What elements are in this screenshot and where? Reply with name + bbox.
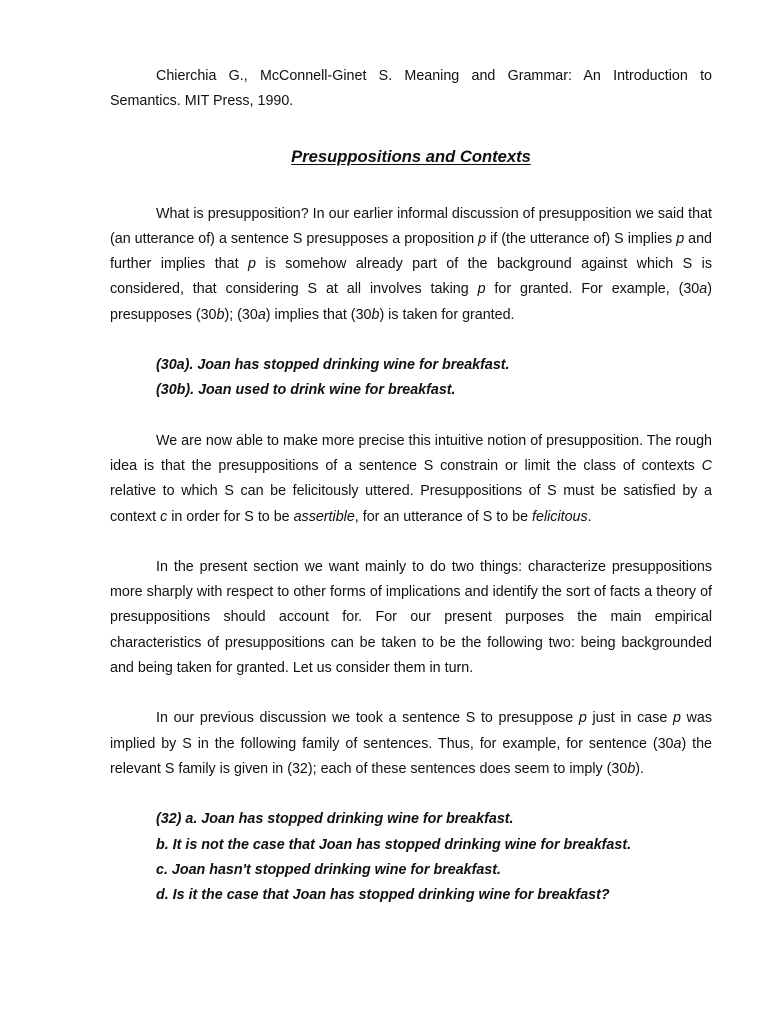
text-run: . [587,508,592,525]
text-run: was implied by S in the following family of sentences. Thus, for example, for sentence (30 [110,710,712,752]
section-title-wrap [110,144,712,171]
italic-run: a [699,281,708,298]
example-32b: b. It is not the case that Joan has stopped drinking wine for breakfast. [156,836,632,853]
text-run: In our previous discussion we took a sentence S to presuppose [156,710,579,727]
italic-run: p [578,710,587,727]
text-run: ) the relevant S family is given in (32); each of these sentences does seem to imply (30 [110,735,712,777]
italic-run: p [676,230,685,247]
text-run: if (the utterance of) S implies [486,230,677,247]
section-title: Presuppositions and Contexts [291,146,531,166]
citation-text: Chierchia G., McConnell-Ginet S. Meaning and Grammar: An Introduction to Semantics. MIT Press, 1990. [110,68,712,110]
text-run: is somehow already part of the background against which S is considered, that considering S at all involves taking [110,256,712,298]
italic-run: a [257,306,266,323]
text-run: , for an utterance of S to be [354,508,533,525]
example-32a: (32) a. Joan has stopped drinking wine for breakfast. [156,811,514,828]
document-page [110,64,712,908]
text-run: just in case [586,710,673,727]
text-run: What is presupposition? In our earlier informal discussion of presupposition we said that (an utterance of) a sentence S presupposes a proposition [110,205,712,247]
paragraph-previous-discussion [110,706,712,782]
italic-run: assertible [293,508,355,525]
spacer [110,171,712,202]
example-30a: (30a). Joan has stopped drinking wine for breakfast. [156,357,510,374]
example-32d: d. Is it the case that Joan has stopped drinking wine for breakfast? [156,887,610,904]
citation-paragraph [110,64,712,115]
italic-run: p [672,710,681,727]
text-run: and further implies that [110,230,712,273]
spacer [110,782,712,807]
italic-run: a [673,735,682,752]
text-run: In the present section we want mainly to do two things: characterize presuppositions more sharply with respect to other forms of implications and identify the sort of facts a theory of presuppositions should account for. For our present purposes the main empirical characteristics of presuppositions can be taken to be the following two: being backgrounded and being taken for granted. Let us consider them in turn. [110,558,712,677]
text-run: ). [635,760,645,777]
italic-run: C [701,457,712,474]
text-run: ) is taken for granted. [379,306,515,323]
paragraph-present-section [110,555,712,681]
text-run: We are now able to make more precise this intuitive notion of presupposition. The rough idea is that the presuppositions of a sentence S constrain or limit the class of contexts [110,432,712,474]
text-run: in order for S to be [167,508,294,525]
example-block-30 [110,353,712,404]
italic-run: p [248,256,256,273]
text-run: for granted. For example, (30 [485,281,700,298]
spacer [110,328,712,353]
text-run: ) implies that (30 [265,306,372,323]
spacer [110,530,712,555]
paragraph-presupposition-definition [110,202,712,328]
italic-run: felicitous [532,508,588,525]
spacer [110,404,712,429]
italic-run: p [477,281,486,298]
italic-run: b [216,306,225,323]
italic-run: c [160,508,168,525]
italic-run: b [371,306,380,323]
example-32c: c. Joan hasn't stopped drinking wine for breakfast. [156,861,501,878]
text-run: relative to which S can be felicitously uttered. Presuppositions of S must be satisfied by a context [110,483,712,525]
italic-run: p [478,230,487,247]
text-run: ); (30 [224,306,258,323]
example-30b: (30b). Joan used to drink wine for breakfast. [156,382,456,399]
example-block-32 [110,807,712,908]
text-run: ) presupposes (30 [110,281,712,323]
paragraph-contexts [110,429,712,530]
italic-run: b [627,760,636,777]
spacer [110,681,712,706]
